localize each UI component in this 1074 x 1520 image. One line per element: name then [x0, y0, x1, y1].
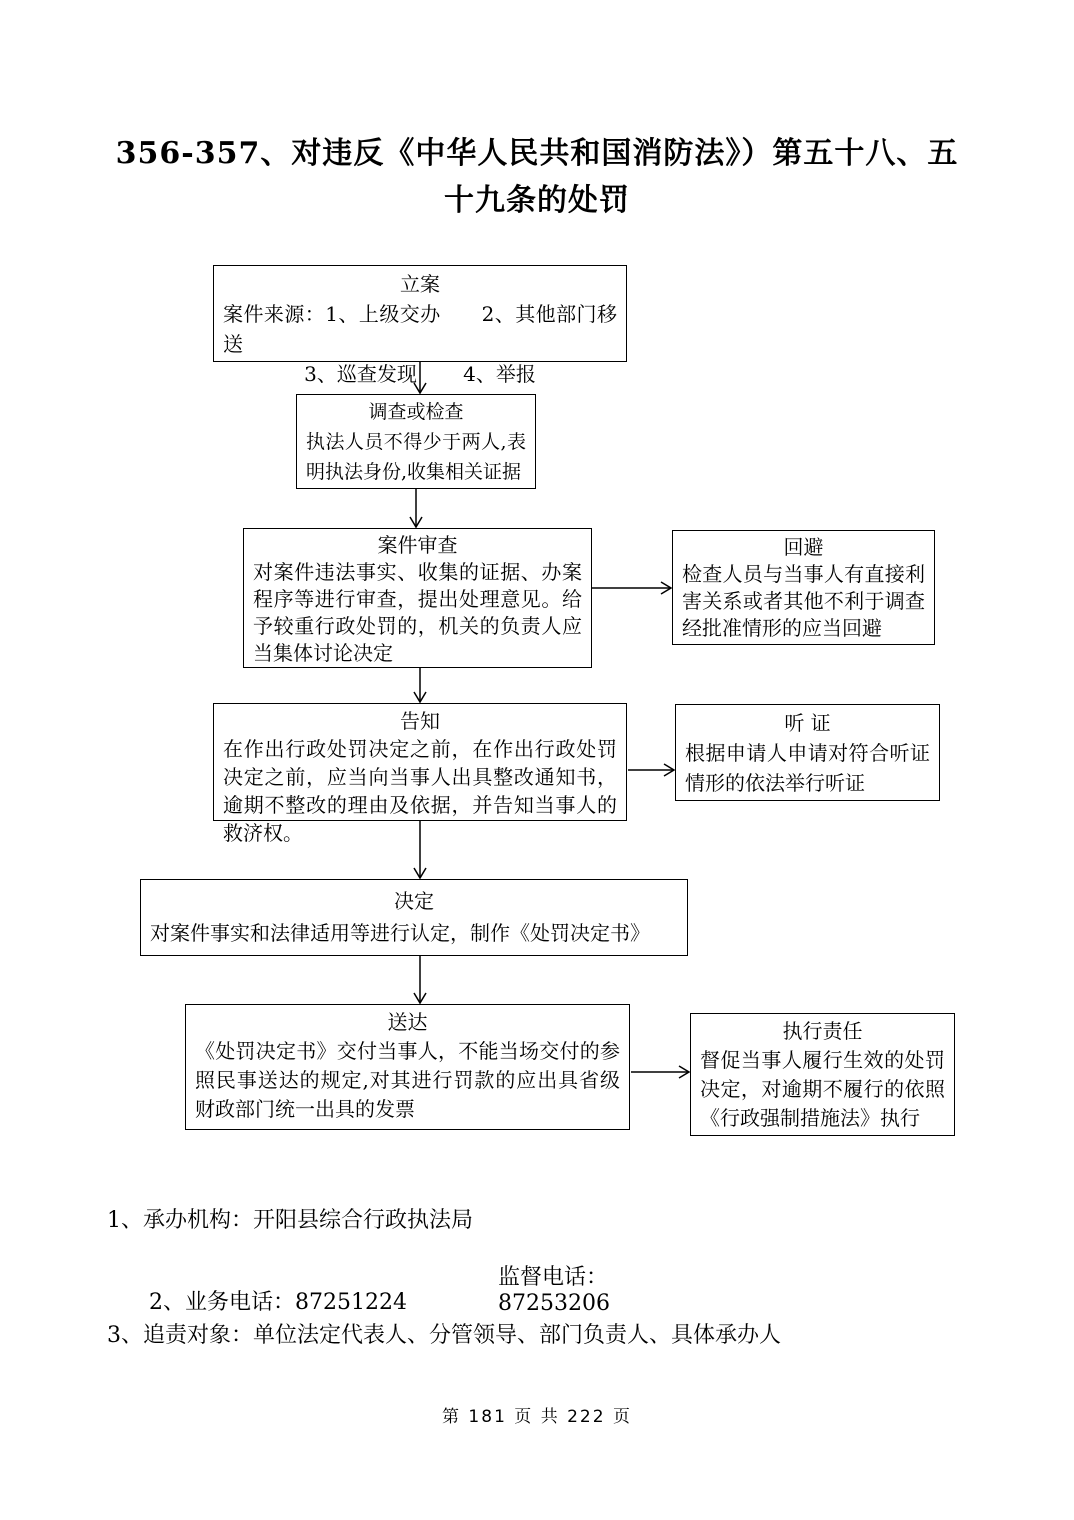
- flow-box-notify-title: 告知: [400, 709, 440, 733]
- flow-box-investigate-body: 执法人员不得少于两人,表明执法身份,收集相关证据: [306, 431, 526, 483]
- arrow-down-icon: [411, 668, 429, 703]
- arrow-right-icon: [628, 761, 675, 779]
- flow-box-filing-line2: 3、巡查发现 4、举报: [304, 362, 536, 386]
- flow-box-execution-body: 督促当事人履行生效的处罚决定，对逾期不履行的依照《行政强制措施法》执行: [700, 1048, 945, 1130]
- flow-box-decision: [140, 879, 688, 956]
- flow-box-hearing-body: 根据申请人申请对符合听证情形的依法举行听证: [685, 741, 930, 795]
- flow-box-investigate-title: 调查或检查: [368, 401, 464, 423]
- flow-box-recusal-body: 检查人员与当事人有直接利害关系或者其他不利于调查经批准情形的应当回避: [682, 562, 925, 640]
- flow-box-investigate: [296, 394, 536, 489]
- flow-box-delivery: [185, 1004, 630, 1130]
- arrow-right-icon: [631, 1063, 690, 1081]
- flow-box-review-body: 对案件违法事实、收集的证据、办案程序等进行审查，提出处理意见。给予较重行政处罚的，机关的负责人应当集体讨论决定: [253, 560, 582, 665]
- flow-box-decision-title: 决定: [394, 889, 434, 913]
- flow-box-filing-line1: 案件来源：1、上级交办 2、其他部门移送: [223, 302, 617, 356]
- flow-box-hearing: [675, 704, 940, 801]
- note-agency: 1、承办机构：开阳县综合行政执法局: [107, 1208, 473, 1233]
- flow-box-recusal: [672, 530, 935, 645]
- arrow-down-icon: [411, 362, 429, 394]
- flow-box-notify: [213, 703, 627, 845]
- flow-box-delivery-body: 《处罚决定书》交付当事人，不能当场交付的参照民事送达的规定,对其进行罚款的应出具省级财政部门统一出具的发票: [195, 1039, 620, 1121]
- arrow-down-icon: [407, 489, 425, 528]
- flow-box-execution-title: 执行责任: [782, 1019, 863, 1043]
- note-business-phone: 2、业务电话：87251224: [148, 1290, 407, 1315]
- flow-box-review: [243, 528, 592, 668]
- flow-box-recusal-title: 回避: [783, 535, 824, 559]
- note-accountability: 3、追责对象：单位法定代表人、分管领导、部门负责人、具体承办人: [107, 1323, 781, 1348]
- arrow-down-icon: [411, 821, 429, 879]
- note-supervision-phone: 监督电话：87253206: [498, 1265, 610, 1316]
- flow-box-filing: [213, 265, 627, 386]
- flow-box-execution: [690, 1013, 955, 1136]
- page-title: [0, 130, 1074, 224]
- flow-box-review-title: 案件审查: [377, 533, 458, 557]
- flow-box-decision-body: 对案件事实和法律适用等进行认定，制作《处罚决定书》: [150, 921, 650, 945]
- page-title-line1: 356-357、对违反《中华人民共和国消防法》）第五十八、五: [115, 136, 959, 171]
- arrow-down-icon: [411, 956, 429, 1004]
- page-number-footer: 第 181 页 共 222 页: [442, 1407, 632, 1427]
- flow-box-hearing-title: 听 证: [784, 711, 831, 735]
- flow-box-filing-title: 立案: [400, 272, 440, 296]
- flow-box-delivery-title: 送达: [387, 1010, 428, 1034]
- arrow-right-icon: [592, 579, 672, 597]
- page-title-line2: 十九条的处罚: [444, 183, 630, 218]
- flow-box-notify-body: 在作出行政处罚决定之前，在作出行政处罚决定之前，应当向当事人出具整改通知书，逾期不整改的理由及依据，并告知当事人的救济权。: [223, 737, 617, 845]
